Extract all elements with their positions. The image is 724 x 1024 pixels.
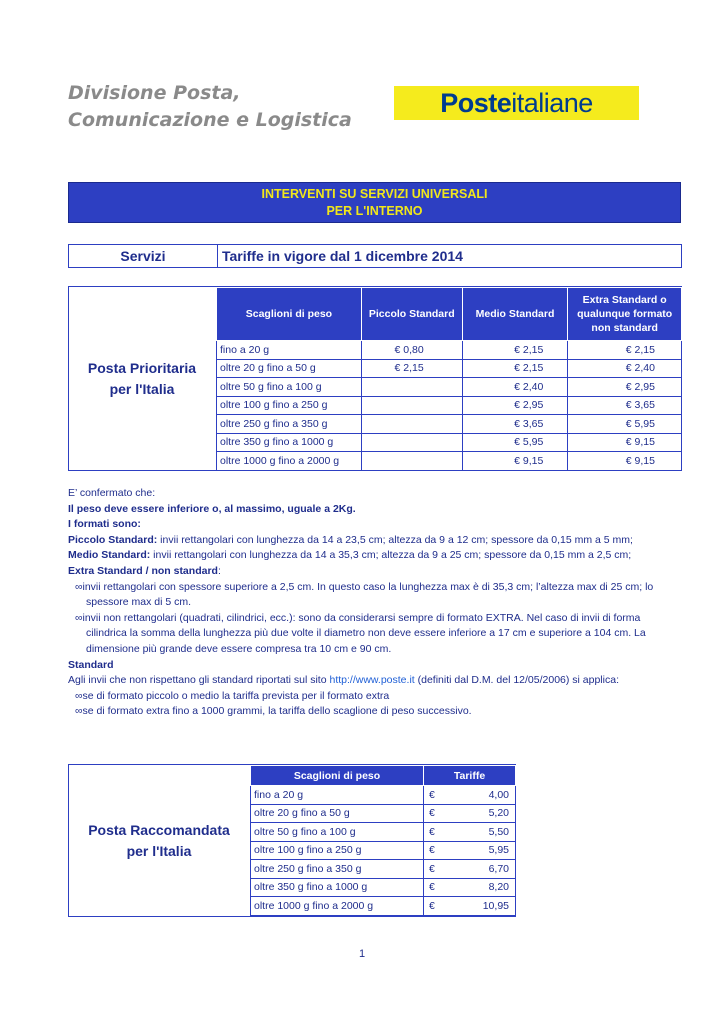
prioritaria-label-line1: Posta Prioritaria xyxy=(87,359,197,376)
table-row xyxy=(217,452,682,471)
table-cell: oltre 250 g fino a 350 g xyxy=(217,415,362,434)
column-header: Tariffe xyxy=(424,766,516,786)
table-cell: oltre 20 g fino a 50 g xyxy=(217,359,362,378)
table-cell: oltre 350 g fino a 1000 g xyxy=(251,878,424,897)
currency-cell: € xyxy=(424,860,442,879)
table-cell: oltre 100 g fino a 250 g xyxy=(217,396,362,415)
table-header-row xyxy=(217,288,682,341)
poste-website-link[interactable]: http://www.poste.it xyxy=(329,674,415,687)
table-cell: € 0,80 xyxy=(361,341,462,360)
table-row xyxy=(217,415,682,434)
table-cell: € 9,15 xyxy=(568,452,682,471)
prioritaria-label-line2: per l'Italia xyxy=(109,380,175,397)
notes-extra xyxy=(68,564,668,580)
table-row xyxy=(217,378,682,397)
raccomandata-label-line2: per l'Italia xyxy=(126,842,192,859)
currency-cell: € xyxy=(424,897,442,916)
division-title xyxy=(68,80,368,134)
column-header: Extra Standard o qualunque formato non standard xyxy=(568,288,682,341)
table-cell xyxy=(361,396,462,415)
table-row xyxy=(251,804,516,823)
table-cell: oltre 50 g fino a 100 g xyxy=(251,823,424,842)
notes-intro: E’ confermato che: xyxy=(68,487,156,499)
table-cell: € 5,95 xyxy=(462,433,568,452)
standard-label: Standard xyxy=(68,658,114,671)
table-cell: € 2,95 xyxy=(462,396,568,415)
standard-text-after: (definiti dal D.M. del 12/05/2006) si applica: xyxy=(414,674,619,687)
table-cell: 6,70 xyxy=(442,860,516,879)
currency-cell: € xyxy=(424,878,442,897)
table-cell: 5,50 xyxy=(442,823,516,842)
table-header-row xyxy=(251,766,516,786)
table-cell: € 2,15 xyxy=(361,359,462,378)
table-row xyxy=(217,359,682,378)
table-cell xyxy=(361,433,462,452)
column-header: Scaglioni di peso xyxy=(251,766,424,786)
table-cell: € 2,95 xyxy=(568,378,682,397)
table-cell: oltre 1000 g fino a 2000 g xyxy=(217,452,362,471)
extra-colon: : xyxy=(217,564,221,577)
raccomandata-table xyxy=(250,765,516,916)
banner-line2: PER L'INTERNO xyxy=(326,204,423,218)
table-cell: € 2,15 xyxy=(568,341,682,360)
medio-label: Medio Standard: xyxy=(68,549,151,562)
table-row xyxy=(251,860,516,879)
table-cell: € 3,65 xyxy=(462,415,568,434)
table-row xyxy=(251,786,516,805)
table-row xyxy=(251,878,516,897)
table-cell: € 5,95 xyxy=(568,415,682,434)
table-row xyxy=(251,897,516,916)
standard-item-1: ∞se di formato piccolo o medio la tariffa prevista per il formato extra xyxy=(75,689,390,702)
table-cell: fino a 20 g xyxy=(217,341,362,360)
raccomandata-label xyxy=(69,765,249,916)
notes-weight: Il peso deve essere inferiore o, al massimo, uguale a 2Kg. xyxy=(68,502,356,515)
prioritaria-label xyxy=(69,287,215,470)
extra-label: Extra Standard / non standard xyxy=(68,564,218,577)
table-cell: fino a 20 g xyxy=(251,786,424,805)
table-row xyxy=(217,341,682,360)
table-cell: oltre 100 g fino a 250 g xyxy=(251,841,424,860)
division-title-line1: Divisione Posta, xyxy=(68,82,241,104)
notes-formats: I formati sono: xyxy=(68,518,141,531)
raccomandata-label-line1: Posta Raccomandata xyxy=(88,821,230,838)
table-cell: € 2,15 xyxy=(462,359,568,378)
table-cell xyxy=(361,378,462,397)
table-row xyxy=(251,823,516,842)
section-banner xyxy=(68,182,681,223)
poste-italiane-logo xyxy=(394,86,639,120)
currency-cell: € xyxy=(424,804,442,823)
extra-item-1: ∞invii rettangolari con spessore superiore a 2,5 cm. In questo caso la lunghezza max è di 35,3 cm; l’altezza max di 25 cm; lo spessore max di 5 cm. xyxy=(75,580,654,609)
table-cell: € 9,15 xyxy=(568,433,682,452)
extra-item-2: ∞invii non rettangolari (quadrati, cilindrici, ecc.): sono da considerarsi sempre di formato EXTRA. Nel caso di invii di forma cilindrica la somma della lunghezza più due volte il diametro non deve essere inferiore a 17 cm e superiore a 104 cm. La dimensione più grande deve essere compresa tra 10 cm e 90 cm. xyxy=(75,611,646,655)
banner-line1: INTERVENTI SU SERVIZI UNIVERSALI xyxy=(261,187,488,201)
piccolo-label: Piccolo Standard: xyxy=(68,533,158,546)
services-header xyxy=(68,244,682,268)
format-notes xyxy=(68,486,668,720)
medio-text: invii rettangolari con lunghezza da 14 a 35,3 cm; altezza da 9 a 25 cm; spessore da 0,15 mm a 2,5 cm; xyxy=(150,549,632,562)
table-cell: 10,95 xyxy=(442,897,516,916)
currency-cell: € xyxy=(424,786,442,805)
notes-piccolo xyxy=(68,533,668,549)
logo-bold-text: Poste xyxy=(440,87,512,118)
table-cell: oltre 350 g fino a 1000 g xyxy=(217,433,362,452)
column-header: Medio Standard xyxy=(462,288,568,341)
table-cell: oltre 20 g fino a 50 g xyxy=(251,804,424,823)
table-cell: oltre 1000 g fino a 2000 g xyxy=(251,897,424,916)
column-header: Piccolo Standard xyxy=(361,288,462,341)
table-cell: 5,95 xyxy=(442,841,516,860)
table-row xyxy=(251,841,516,860)
table-cell: 8,20 xyxy=(442,878,516,897)
table-cell: € 3,65 xyxy=(568,396,682,415)
table-row xyxy=(217,433,682,452)
currency-cell: € xyxy=(424,823,442,842)
table-cell: oltre 250 g fino a 350 g xyxy=(251,860,424,879)
table-cell: € 2,40 xyxy=(568,359,682,378)
table-cell xyxy=(361,415,462,434)
currency-cell: € xyxy=(424,841,442,860)
services-header-col2: Tariffe in vigore dal 1 dicembre 2014 xyxy=(222,248,463,264)
table-cell: 5,20 xyxy=(442,804,516,823)
table-cell: € 9,15 xyxy=(462,452,568,471)
raccomandata-block xyxy=(68,764,516,917)
table-cell: 4,00 xyxy=(442,786,516,805)
division-title-line2: Comunicazione e Logistica xyxy=(68,109,352,131)
table-cell: oltre 50 g fino a 100 g xyxy=(217,378,362,397)
notes-medio xyxy=(68,548,668,564)
table-cell: € 2,15 xyxy=(462,341,568,360)
prioritaria-block xyxy=(68,286,682,471)
page-number: 1 xyxy=(358,948,366,960)
prioritaria-table xyxy=(216,287,682,471)
standard-item-2: ∞se di formato extra fino a 1000 grammi, la tariffa dello scaglione di peso successivo. xyxy=(75,705,472,718)
logo-regular-text: italiane xyxy=(511,87,593,118)
standard-text xyxy=(68,673,668,689)
table-row xyxy=(217,396,682,415)
standard-text-before: Agli invii che non rispettano gli standard riportati sul sito xyxy=(68,674,330,687)
column-header: Scaglioni di peso xyxy=(217,288,362,341)
services-header-col1: Servizi xyxy=(69,245,218,267)
table-cell: € 2,40 xyxy=(462,378,568,397)
piccolo-text: invii rettangolari con lunghezza da 14 a 23,5 cm; altezza da 9 a 12 cm; spessore da 0,15 mm a 5 mm; xyxy=(157,533,633,546)
table-cell xyxy=(361,452,462,471)
